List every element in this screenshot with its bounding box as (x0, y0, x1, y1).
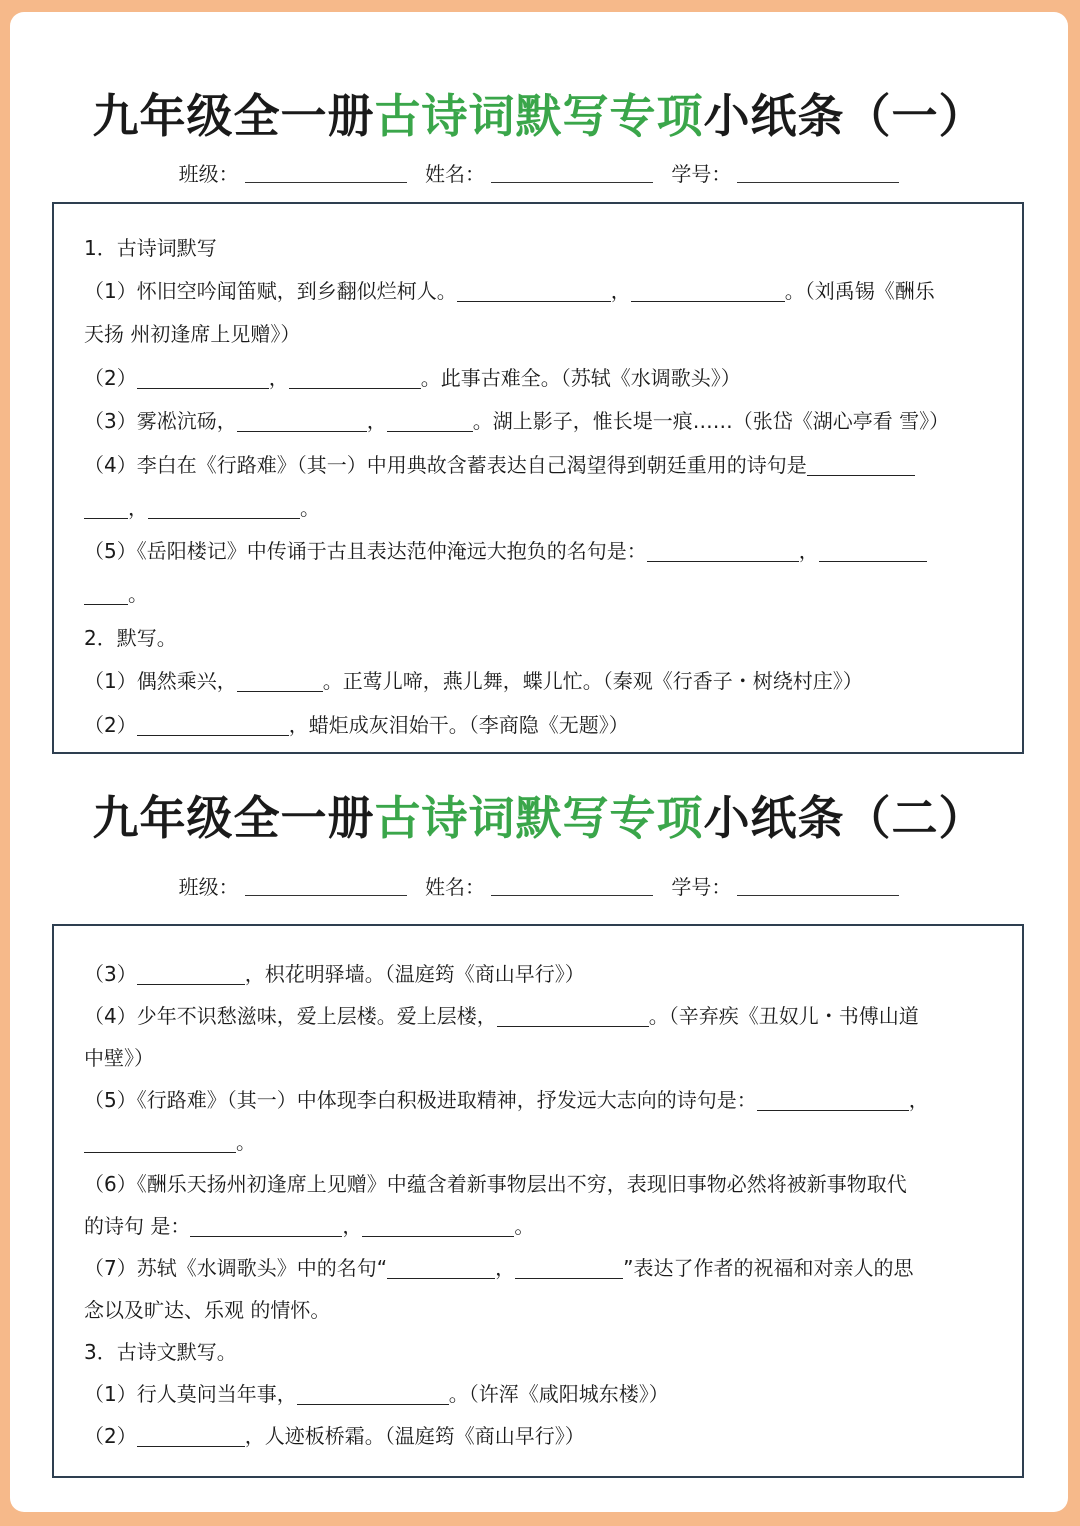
title-prefix: 九年级全一册 (92, 791, 375, 845)
question-line (84, 1044, 154, 1072)
section-heading: 3．古诗文默写。 (84, 1340, 237, 1364)
question-line (84, 960, 585, 988)
question-text: 。（许浑《咸阳城东楼》） (448, 1382, 669, 1406)
answer-blank[interactable] (819, 541, 927, 562)
name-blank[interactable] (491, 164, 653, 183)
question-text: ， (366, 409, 387, 433)
sheet1-student-info (10, 158, 1068, 187)
question-text: （4）少年不识愁滋味，爱上层楼。爱上层楼， (84, 1004, 497, 1028)
question-text: ， (342, 1214, 363, 1238)
answer-blank[interactable] (387, 411, 473, 432)
question-text: （5）《岳阳楼记》中传诵于古且表达范仲淹远大抱负的名句是： (84, 539, 647, 563)
question-line (84, 667, 863, 695)
answer-blank[interactable] (387, 1258, 495, 1279)
question-text: （3） (84, 962, 137, 986)
answer-blank[interactable] (457, 281, 611, 302)
class-field (179, 158, 407, 187)
sheet1-title (10, 80, 1068, 146)
question-text: ， (798, 539, 819, 563)
question-line (84, 1296, 330, 1324)
answer-blank[interactable] (137, 1426, 245, 1447)
question-text: （2） (84, 366, 137, 390)
answer-blank[interactable] (289, 368, 421, 389)
question-line (84, 624, 177, 652)
class-blank[interactable] (245, 164, 407, 183)
question-line (84, 1338, 237, 1366)
question-line (84, 711, 629, 739)
student-id-label: 学号： (671, 875, 732, 899)
question-line (84, 364, 741, 392)
sheet2-question-box (52, 924, 1024, 1478)
question-line (84, 1086, 929, 1114)
answer-blank[interactable] (84, 498, 128, 519)
question-text: 念以及旷达、乐观 的情怀。 (84, 1298, 331, 1322)
question-text: （3）雾凇沆砀， (84, 409, 237, 433)
question-text: 。（辛弃疾《丑奴儿・书傅山道 (648, 1004, 919, 1028)
question-text: 。（刘禹锡《酬乐 (784, 279, 935, 303)
question-text: ”表达了作者的祝福和对亲人的思 (623, 1256, 914, 1280)
question-line (84, 494, 320, 522)
student-id-blank[interactable] (737, 164, 899, 183)
question-text: （2） (84, 1424, 137, 1448)
question-text: （4）李白在《行路难》（其一）中用典故含蓄表达自己渴望得到朝廷重用的诗句是 (84, 453, 807, 477)
answer-blank[interactable] (84, 584, 128, 605)
class-label: 班级： (178, 162, 239, 186)
question-text: 。正莺儿啼，燕儿舞，蝶儿忙。（秦观《行香子・树绕村庄》） (322, 669, 863, 693)
answer-blank[interactable] (148, 498, 300, 519)
question-text: ， (610, 279, 631, 303)
class-label: 班级： (178, 875, 239, 899)
question-text: （5）《行路难》（其一）中体现李白积极进取精神，抒发远大志向的诗句是： (84, 1088, 757, 1112)
student-id-blank[interactable] (737, 877, 899, 896)
question-line (84, 320, 300, 348)
title-prefix: 九年级全一册 (92, 89, 375, 143)
answer-blank[interactable] (807, 455, 915, 476)
sheet2-title (10, 782, 1068, 848)
question-line (84, 1254, 913, 1282)
question-text: （1）行人莫问当年事， (84, 1382, 297, 1406)
question-text: ，蜡炬成灰泪始干。（李商隐《无题》） (288, 713, 629, 737)
section-heading: 1．古诗词默写 (84, 236, 217, 260)
answer-blank[interactable] (631, 281, 785, 302)
title-suffix: 小纸条（一） (703, 89, 986, 143)
name-blank[interactable] (491, 877, 653, 896)
question-line (84, 1212, 534, 1240)
title-suffix: 小纸条（二） (703, 791, 986, 845)
answer-blank[interactable] (137, 964, 245, 985)
worksheet-page (10, 12, 1068, 1512)
answer-blank[interactable] (757, 1090, 909, 1111)
question-line (84, 1128, 256, 1156)
class-field (179, 871, 407, 900)
name-field (425, 158, 653, 187)
question-text: （7）苏轼《水调歌头》中的名句“ (84, 1256, 388, 1280)
answer-blank[interactable] (362, 1216, 514, 1237)
question-line (84, 234, 217, 262)
answer-blank[interactable] (137, 715, 289, 736)
question-line (84, 580, 148, 608)
student-id-label: 学号： (671, 162, 732, 186)
title-green-highlight: 古诗词默写专项 (374, 791, 704, 845)
answer-blank[interactable] (647, 541, 799, 562)
answer-blank[interactable] (515, 1258, 623, 1279)
name-label: 姓名： (425, 875, 485, 899)
question-line (84, 407, 949, 435)
question-text: 。 (128, 582, 148, 606)
question-text: 。湖上影子，惟长堤一痕……（张岱《湖心亭看 雪》） (472, 409, 950, 433)
question-line (84, 451, 915, 479)
question-text: ， (495, 1256, 516, 1280)
section-heading: 2．默写。 (84, 626, 177, 650)
name-label: 姓名： (425, 162, 485, 186)
answer-blank[interactable] (237, 411, 367, 432)
question-text: （1）怀旧空吟闻笛赋，到乡翻似烂柯人。 (84, 279, 457, 303)
question-text: 。此事古难全。（苏轼《水调歌头》） (420, 366, 741, 390)
answer-blank[interactable] (190, 1216, 342, 1237)
answer-blank[interactable] (237, 671, 323, 692)
answer-blank[interactable] (84, 1132, 236, 1153)
class-blank[interactable] (245, 877, 407, 896)
question-text: （1）偶然乘兴， (84, 669, 237, 693)
title-green-highlight: 古诗词默写专项 (374, 89, 704, 143)
question-line (84, 1380, 669, 1408)
question-text: 天扬 州初逢席上见赠》） (84, 322, 301, 346)
question-text: 中壁》） (84, 1046, 154, 1070)
question-text: 的诗句 是： (84, 1214, 191, 1238)
sheet2-student-info (10, 871, 1068, 900)
question-text: （6）《酬乐天扬州初逢席上见赠》中蕴含着新事物层出不穷，表现旧事物必然将被新事物取代 (84, 1172, 907, 1196)
question-text: （2） (84, 713, 137, 737)
question-line (84, 537, 927, 565)
student-id-field (671, 158, 899, 187)
question-text: ， (128, 496, 148, 520)
question-line (84, 1422, 585, 1450)
question-text: ， (908, 1088, 929, 1112)
question-text: 。 (514, 1214, 535, 1238)
question-line (84, 277, 935, 305)
question-text: 。 (300, 496, 320, 520)
student-id-field (671, 871, 899, 900)
answer-blank[interactable] (297, 1384, 449, 1405)
question-line (84, 1002, 919, 1030)
sheet1-question-box (52, 202, 1024, 754)
answer-blank[interactable] (497, 1006, 649, 1027)
answer-blank[interactable] (137, 368, 269, 389)
question-text: ，人迹板桥霜。（温庭筠《商山早行》） (244, 1424, 585, 1448)
question-text: ，枳花明驿墙。（温庭筠《商山早行》） (244, 962, 585, 986)
question-text: 。 (236, 1130, 256, 1154)
question-line (84, 1170, 907, 1198)
name-field (425, 871, 653, 900)
question-text: ， (268, 366, 289, 390)
